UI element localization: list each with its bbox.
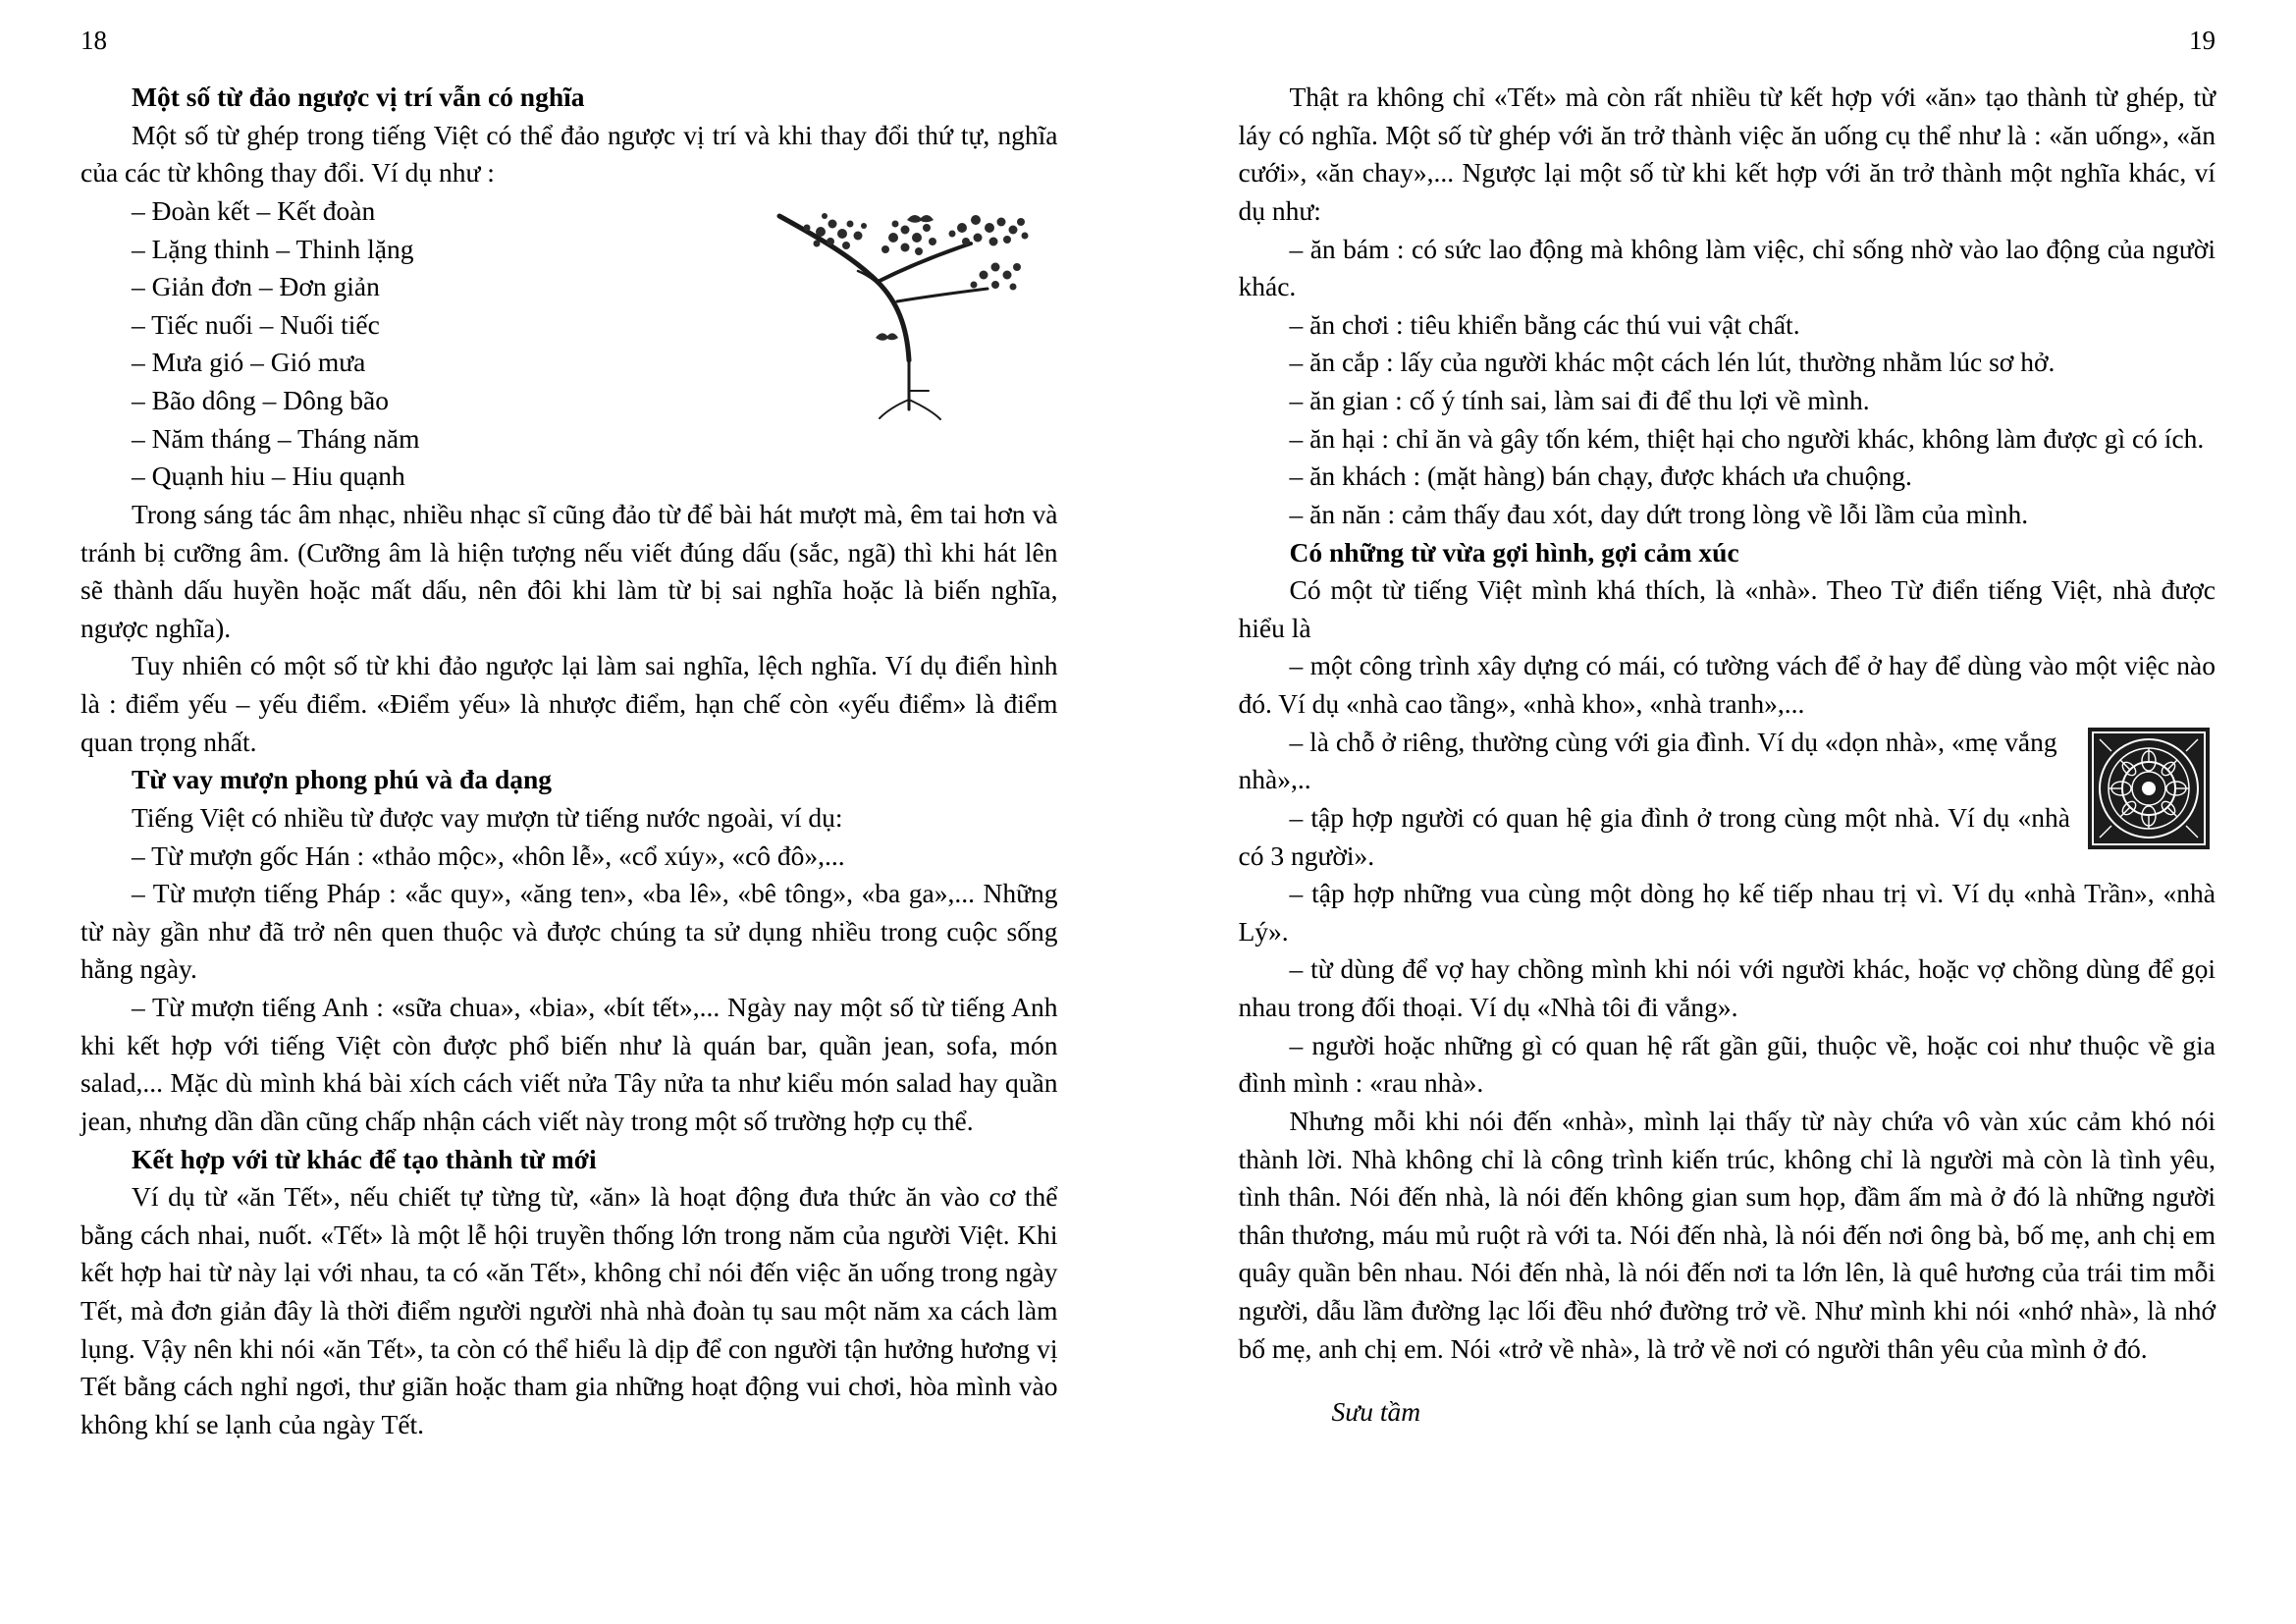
list-item: – ăn năn : cảm thấy đau xót, day dứt trong lòng về lỗi lầm của mình. [1289, 498, 2029, 529]
list-item: – là chỗ ở riêng, thường cùng với gia đình. Ví dụ «dọn nhà», «mẹ vắng nhà»,.. [1238, 726, 2057, 795]
ornamental-square-medallion-icon [2088, 728, 2210, 849]
cherry-blossom-branch-icon [760, 198, 1054, 424]
list-item: – Tiếc nuối – Nuối tiếc [132, 308, 380, 340]
page-number-right: 19 [2189, 26, 2216, 55]
body-paragraph: Nhưng mỗi khi nói đến «nhà», mình lại thấy từ này chứa vô vàn xúc cảm khó nói thành lời. Nhà không chỉ là công trình kiến trúc, không chỉ là người mà còn là tình yêu, tình thân. Nói đến nhà, là nói đến không gian sum họp, đầm ấm mà ở đó là những người thân thương, máu mủ ruột rà với ta. Nói đến nhà, là nói đến nơi ông bà, bố mẹ, anh chị em quây quần bên nhau. Nói đến nhà, là nói đến nơi ta lớn lên, là quê hương của trái tim mỗi người, dẫu lầm đường lạc lối đều nhớ đường trở về. Như mình khi nói «nhớ nhà», là nhớ bố mẹ, anh chị em. Nói «trở về nhà», là trở về nơi có người thân yêu của mình ở đó. [1238, 1105, 2216, 1364]
list-item: – Từ mượn tiếng Pháp : «ắc quy», «ăng ten», «ba lê», «bê tông», «ba ga»,... Những từ này gần như đã trở nên quen thuộc và được chúng ta sử dụng nhiều trong cuộc sống hằng ngày. [80, 878, 1058, 985]
list-item: – ăn chơi : tiêu khiển bằng các thú vui vật chất. [1289, 308, 1800, 340]
page-number-left: 18 [80, 26, 107, 55]
list-item: – Quạnh hiu – Hiu quạnh [132, 460, 405, 492]
list-item: – Mưa gió – Gió mưa [132, 347, 366, 378]
body-paragraph: Thật ra không chỉ «Tết» mà còn rất nhiều từ kết hợp với «ăn» tạo thành từ ghép, từ láy có nghĩa. Một số từ ghép với ăn trở thành việc ăn uống cụ thể như là : «ăn uống», «ăn cưới», «ăn chay»,... Ngược lại một số từ khi kết hợp với ăn trở thành một nghĩa khác, ví dụ như: [1238, 81, 2216, 226]
body-paragraph: Tiếng Việt có nhiều từ được vay mượn từ tiếng nước ngoài, ví dụ: [132, 801, 843, 833]
body-paragraph: Trong sáng tác âm nhạc, nhiều nhạc sĩ cũng đảo từ để bài hát mượt mà, êm tai hơn và tránh bị cưỡng âm. (Cưỡng âm là hiện tượng nếu viết đúng dấu (sắc, ngã) thì khi hát lên sẽ thành dấu huyền hoặc mất dấu, nên đôi khi làm từ bị sai nghĩa hoặc là biến nghĩa, ngược nghĩa). [80, 498, 1058, 643]
section-heading: Từ vay mượn phong phú và đa dạng [132, 764, 553, 795]
body-paragraph: Có một từ tiếng Việt mình khá thích, là «nhà». Theo Từ điển tiếng Việt, nhà được hiểu là [1238, 574, 2216, 643]
list-item: – ăn hại : chỉ ăn và gây tốn kém, thiệt hại cho người khác, không làm được gì có ích. [1289, 422, 2205, 454]
list-item: – Giản đơn – Đơn giản [132, 271, 380, 302]
list-item: – tập hợp những vua cùng một dòng họ kế tiếp nhau trị vì. Ví dụ «nhà Trần», «nhà Lý». [1238, 878, 2216, 947]
body-paragraph: Ví dụ từ «ăn Tết», nếu chiết tự từng từ, «ăn» là hoạt động đưa thức ăn vào cơ thể bằng cách nhai, nuốt. «Tết» là một lễ hội truyền thống lớn trong năm của người Việt. Khi kết hợp hai từ này lại với nhau, ta có «ăn Tết», không chỉ nói đến việc ăn uống trong ngày Tết, mà đơn giản đây là thời điểm người người nhà nhà đoàn tụ sau một năm xa cách làm lụng. Vậy nên khi nói «ăn Tết», ta còn có thể hiểu là dịp để con người tận hưởng hương vị Tết bằng cách nghỉ ngơi, thư giãn hoặc tham gia những hoạt động vui chơi, hòa mình vào không khí se lạnh của ngày Tết. [80, 1181, 1058, 1439]
list-item: – ăn cắp : lấy của người khác một cách lén lút, thường nhằm lúc sơ hở. [1289, 347, 2056, 378]
list-item: – Đoàn kết – Kết đoàn [132, 194, 376, 226]
list-item: – Năm tháng – Tháng năm [132, 422, 420, 454]
list-item: – ăn khách : (mặt hàng) bán chạy, được khách ưa chuộng. [1289, 460, 1912, 492]
list-item: – Bão dông – Dông bão [132, 385, 389, 415]
section-heading: Kết hợp với từ khác để tạo thành từ mới [132, 1143, 597, 1174]
section-heading: Một số từ đảo ngược vị trí vẫn có nghĩa [132, 81, 585, 112]
body-paragraph: Một số từ ghép trong tiếng Việt có thể đảo ngược vị trí và khi thay đổi thứ tự, nghĩa của các từ không thay đổi. Ví dụ như : [80, 119, 1058, 189]
list-item: – ăn bám : có sức lao động mà không làm việc, chỉ sống nhờ vào lao động của người khác. [1238, 233, 2216, 302]
list-item: – Lặng thinh – Thinh lặng [132, 233, 414, 264]
right-page [1148, 26, 2234, 1585]
body-paragraph: Tuy nhiên có một số từ khi đảo ngược lại làm sai nghĩa, lệch nghĩa. Ví dụ điển hình là : điểm yếu – yếu điểm. «Điểm yếu» là nhược điểm, hạn chế còn «yếu điểm» là điểm quan trọng nhất. [80, 650, 1058, 757]
list-item: – ăn gian : cố ý tính sai, làm sai đi để thu lợi về mình. [1289, 385, 1870, 415]
list-item: – một công trình xây dựng có mái, có tường vách để ở hay để dùng vào một việc nào đó. Ví dụ «nhà cao tầng», «nhà kho», «nhà tranh»,... [1238, 650, 2216, 719]
attribution: Sưu tầm [1331, 1396, 1421, 1428]
list-item: – Từ mượn tiếng Anh : «sữa chua», «bia», «bít tết»,... Ngày nay một số từ tiếng Anh khi kết hợp với tiếng Việt còn được phổ biến như là quán bar, quần jean, sofa, món salad,... Mặc dù mình khá bài xích cách viết nửa Tây nửa ta như kiểu món salad hay quần jean, nhưng dần dần cũng chấp nhận cách viết này trong một số trường hợp cụ thể. [80, 992, 1058, 1136]
section-heading: Có những từ vừa gợi hình, gợi cảm xúc [1289, 536, 1739, 568]
list-item: – từ dùng để vợ hay chồng mình khi nói với người khác, hoặc vợ chồng dùng để gọi nhau trong đối thoại. Ví dụ «Nhà tôi đi vắng». [1238, 953, 2216, 1022]
list-item: – Từ mượn gốc Hán : «thảo mộc», «hôn lễ», «cổ xúy», «cô đô»,... [132, 839, 845, 871]
left-page [63, 26, 1148, 1585]
list-item: – tập hợp người có quan hệ gia đình ở trong cùng một nhà. Ví dụ «nhà có 3 người». [1238, 801, 2070, 871]
list-item: – người hoặc những gì có quan hệ rất gần gũi, thuộc về, hoặc coi như thuộc về gia đình mình : «rau nhà». [1238, 1029, 2216, 1099]
